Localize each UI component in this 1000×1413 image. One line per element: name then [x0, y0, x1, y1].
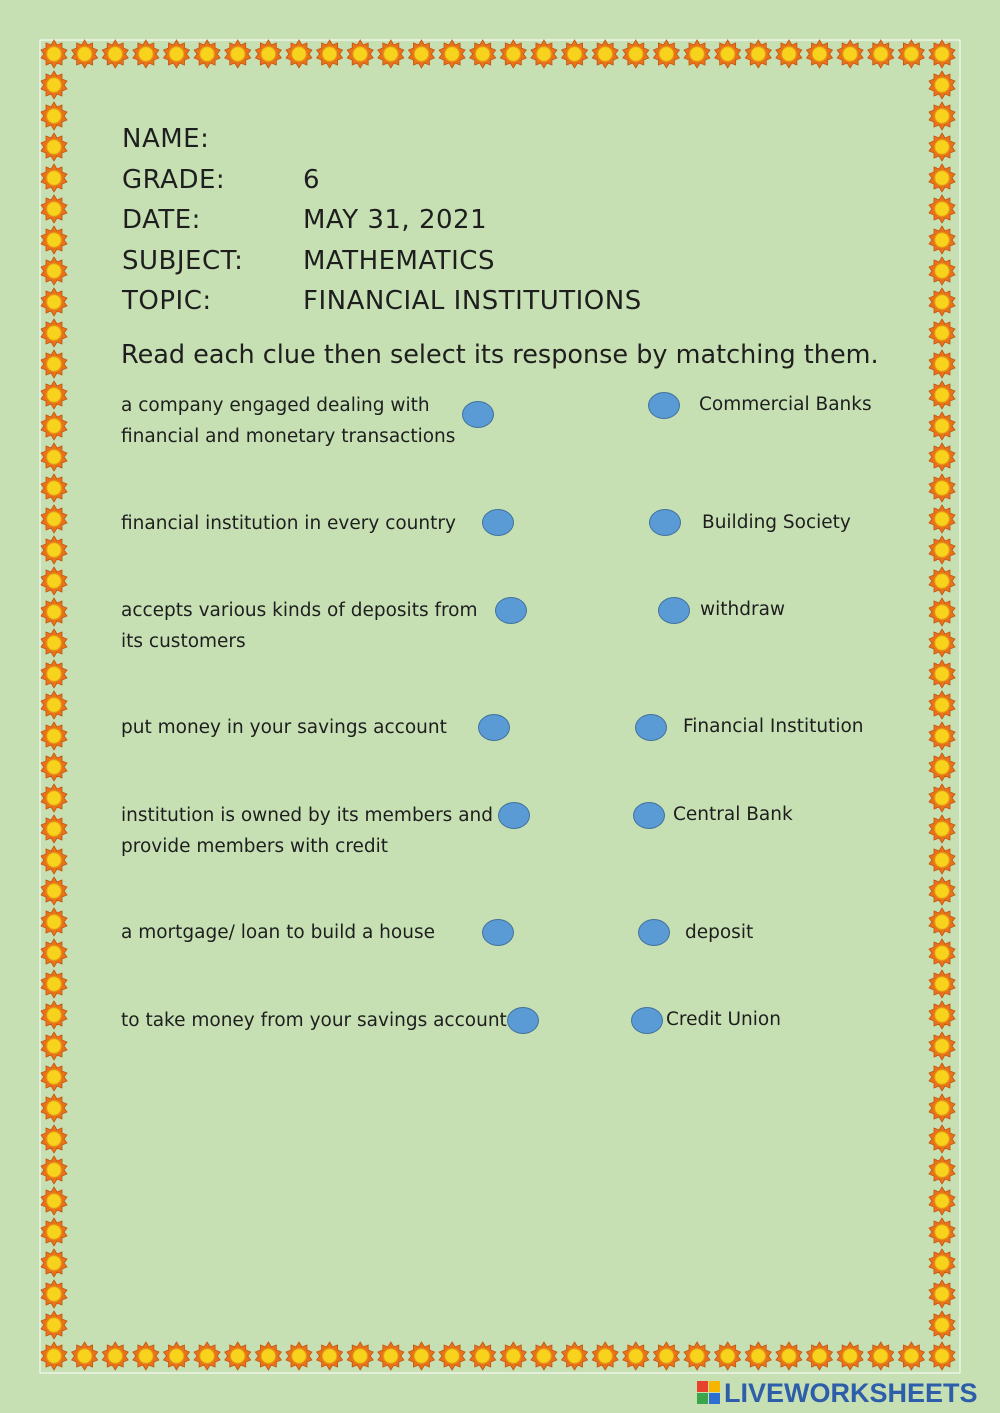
sun-icon: [225, 1342, 251, 1370]
sun-icon: [929, 970, 955, 998]
sun-icon: [439, 40, 465, 68]
sun-icon: [225, 40, 251, 68]
grade-label: GRADE:: [122, 165, 226, 195]
sun-icon: [715, 40, 741, 68]
sun-icon: [929, 1249, 955, 1277]
sun-icon: [41, 691, 67, 719]
clue-7: to take money from your savings account: [121, 1010, 507, 1031]
sun-icon: [41, 815, 67, 843]
sun-icon: [929, 660, 955, 688]
sun-icon: [929, 1156, 955, 1184]
sun-icon: [41, 443, 67, 471]
sun-icon: [898, 40, 924, 68]
sun-icon: [194, 40, 220, 68]
sun-icon: [41, 1218, 67, 1246]
sun-icon: [929, 1001, 955, 1029]
answer-5: Central Bank: [673, 804, 793, 825]
sun-icon: [470, 1342, 496, 1370]
sun-icon: [408, 40, 434, 68]
clue-4: put money in your savings account: [121, 717, 447, 738]
sun-icon: [41, 195, 67, 223]
sun-icon: [929, 1125, 955, 1153]
sun-icon: [41, 1187, 67, 1215]
sun-icon: [929, 629, 955, 657]
sun-icon: [929, 1032, 955, 1060]
sun-icon: [929, 691, 955, 719]
answer-dot-1[interactable]: [648, 392, 680, 419]
sun-icon: [41, 1249, 67, 1277]
sun-icon: [41, 908, 67, 936]
sun-icon: [929, 474, 955, 502]
sun-icon: [929, 226, 955, 254]
sun-icon: [684, 40, 710, 68]
sun-icon: [592, 1342, 618, 1370]
clue-dot-6[interactable]: [482, 919, 514, 946]
sun-icon: [41, 412, 67, 440]
sun-icon: [868, 40, 894, 68]
sun-icon: [41, 1280, 67, 1308]
sun-icon: [41, 1342, 67, 1370]
sun-icon: [41, 505, 67, 533]
clue-dot-7[interactable]: [507, 1007, 539, 1034]
sun-icon: [929, 40, 955, 68]
sun-icon: [41, 381, 67, 409]
answer-2: Building Society: [702, 512, 851, 533]
sun-icon: [41, 877, 67, 905]
sun-icon: [41, 970, 67, 998]
subject-value: MATHEMATICS: [303, 246, 495, 276]
clue-5: institution is owned by its members and provide members with credit: [121, 805, 493, 857]
sun-icon: [286, 1342, 312, 1370]
sun-icon: [163, 40, 189, 68]
answer-dot-3[interactable]: [658, 597, 690, 624]
clue-dot-3[interactable]: [495, 597, 527, 624]
answer-4: Financial Institution: [683, 716, 864, 737]
sun-icon: [41, 1156, 67, 1184]
answer-dot-5[interactable]: [633, 802, 665, 829]
sun-border-icons: [41, 40, 955, 1370]
sun-icon: [72, 40, 98, 68]
answer-dot-7[interactable]: [631, 1007, 663, 1034]
sun-icon: [531, 40, 557, 68]
liveworksheets-brand: LIVEWORKSHEETS: [724, 1377, 978, 1408]
sun-icon: [929, 195, 955, 223]
sun-icon: [929, 846, 955, 874]
instruction: Read each clue then select its response by matching them.: [121, 340, 879, 370]
sun-icon: [41, 784, 67, 812]
sun-icon: [929, 908, 955, 936]
sun-icon: [41, 257, 67, 285]
answer-dot-2[interactable]: [649, 509, 681, 536]
liveworksheets-logo-icon: [697, 1381, 721, 1405]
sun-icon: [133, 1342, 159, 1370]
answer-1: Commercial Banks: [699, 394, 872, 415]
sun-icon: [776, 1342, 802, 1370]
sun-icon: [929, 1311, 955, 1339]
sun-icon: [898, 1342, 924, 1370]
clue-6: a mortgage/ loan to build a house: [121, 922, 435, 943]
sun-icon: [378, 40, 404, 68]
sun-icon: [41, 536, 67, 564]
sun-icon: [408, 1342, 434, 1370]
sun-icon: [929, 350, 955, 378]
sun-icon: [653, 1342, 679, 1370]
sun-icon: [41, 1063, 67, 1091]
sun-icon: [929, 505, 955, 533]
sun-icon: [929, 753, 955, 781]
subject-label: SUBJECT:: [122, 246, 244, 276]
sun-icon: [684, 1342, 710, 1370]
sun-icon: [837, 40, 863, 68]
sun-icon: [41, 164, 67, 192]
sun-icon: [929, 381, 955, 409]
sun-icon: [41, 846, 67, 874]
answer-dot-4[interactable]: [635, 714, 667, 741]
sun-icon: [72, 1342, 98, 1370]
sun-icon: [500, 40, 526, 68]
answer-6: deposit: [685, 922, 754, 943]
sun-icon: [41, 350, 67, 378]
clue-dot-2[interactable]: [482, 509, 514, 536]
sun-icon: [776, 40, 802, 68]
sun-icon: [929, 1094, 955, 1122]
sun-icon: [41, 1094, 67, 1122]
topic-label: TOPIC:: [122, 286, 212, 316]
sun-icon: [347, 40, 373, 68]
name-label: NAME:: [122, 124, 210, 154]
sun-icon: [929, 722, 955, 750]
sun-icon: [41, 226, 67, 254]
sun-icon: [868, 1342, 894, 1370]
sun-icon: [41, 71, 67, 99]
sun-icon: [102, 1342, 128, 1370]
sun-icon: [807, 40, 833, 68]
sun-icon: [317, 1342, 343, 1370]
sun-icon: [41, 629, 67, 657]
sun-icon: [41, 40, 67, 68]
sun-icon: [41, 319, 67, 347]
clue-3: accepts various kinds of deposits from its customers: [121, 600, 478, 652]
sun-icon: [929, 71, 955, 99]
sun-icon: [255, 40, 281, 68]
sun-icon: [929, 319, 955, 347]
date-value: MAY 31, 2021: [303, 205, 488, 235]
liveworksheets-logo[interactable]: [697, 1378, 978, 1408]
sun-icon: [378, 1342, 404, 1370]
sun-icon: [745, 1342, 771, 1370]
sun-icon: [929, 1280, 955, 1308]
sun-icon: [562, 40, 588, 68]
sun-icon: [562, 1342, 588, 1370]
sun-icon: [592, 40, 618, 68]
sun-icon: [929, 1218, 955, 1246]
sun-icon: [929, 133, 955, 161]
sun-icon: [439, 1342, 465, 1370]
sun-icon: [102, 40, 128, 68]
sun-icon: [41, 722, 67, 750]
sun-icon: [929, 567, 955, 595]
sun-icon: [623, 1342, 649, 1370]
sun-icon: [929, 784, 955, 812]
sun-icon: [41, 1311, 67, 1339]
date-label: DATE:: [122, 205, 201, 235]
sun-icon: [929, 412, 955, 440]
sun-icon: [41, 567, 67, 595]
sun-icon: [531, 1342, 557, 1370]
sun-icon: [133, 40, 159, 68]
sun-icon: [929, 443, 955, 471]
grade-value: 6: [303, 165, 321, 195]
clue-dot-4[interactable]: [478, 714, 510, 741]
sun-icon: [929, 102, 955, 130]
sun-icon: [41, 753, 67, 781]
sun-icon: [929, 164, 955, 192]
sun-icon: [929, 877, 955, 905]
sun-icon: [41, 102, 67, 130]
answer-3: withdraw: [700, 599, 786, 620]
sun-icon: [837, 1342, 863, 1370]
sun-icon: [715, 1342, 741, 1370]
sun-icon: [41, 1001, 67, 1029]
clue-dot-5[interactable]: [498, 802, 530, 829]
sun-icon: [317, 40, 343, 68]
sun-icon: [929, 1187, 955, 1215]
sun-icon: [929, 939, 955, 967]
sun-icon: [929, 288, 955, 316]
sun-icon: [929, 536, 955, 564]
sun-icon: [929, 257, 955, 285]
sun-icon: [194, 1342, 220, 1370]
sun-icon: [653, 40, 679, 68]
topic-value: FINANCIAL INSTITUTIONS: [303, 286, 642, 316]
sun-icon: [41, 939, 67, 967]
sun-icon: [286, 40, 312, 68]
answer-dot-6[interactable]: [638, 919, 670, 946]
sun-icon: [929, 598, 955, 626]
clue-1: a company engaged dealing with financial and monetary transactions: [121, 395, 456, 447]
sun-icon: [929, 815, 955, 843]
sun-icon: [41, 1032, 67, 1060]
sun-icon: [470, 40, 496, 68]
sun-icon: [807, 1342, 833, 1370]
sun-icon: [41, 288, 67, 316]
clue-2: financial institution in every country: [121, 513, 456, 534]
sun-icon: [500, 1342, 526, 1370]
sun-icon: [41, 133, 67, 161]
sun-icon: [41, 474, 67, 502]
sun-icon: [347, 1342, 373, 1370]
sun-icon: [41, 660, 67, 688]
sun-icon: [163, 1342, 189, 1370]
sun-icon: [623, 40, 649, 68]
sun-icon: [745, 40, 771, 68]
clue-dot-1[interactable]: [462, 401, 494, 428]
sun-icon: [929, 1342, 955, 1370]
sun-icon: [41, 1125, 67, 1153]
sun-icon: [255, 1342, 281, 1370]
answer-7: Credit Union: [666, 1009, 781, 1030]
sun-icon: [41, 598, 67, 626]
sun-icon: [929, 1063, 955, 1091]
